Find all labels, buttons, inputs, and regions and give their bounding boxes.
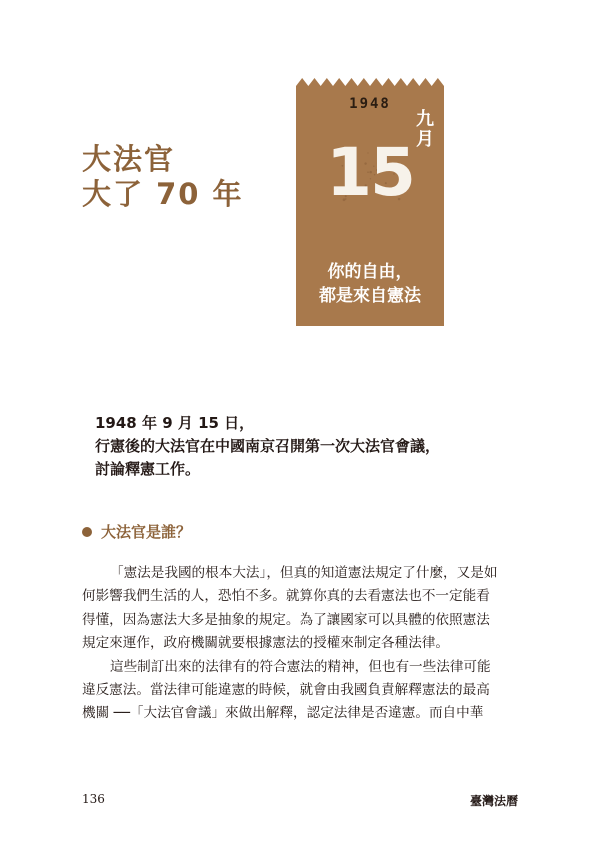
body-line: 得懂，因為憲法大多是抽象的規定。為了讓國家可以具體的依照憲法 <box>82 611 490 628</box>
body-line: 機關 ──「大法官會議」來做出解釋，認定法律是否違憲。而自中華 <box>82 705 484 722</box>
section-title: 大法官是誰？ <box>101 523 192 541</box>
tear-off-calendar <box>296 76 444 326</box>
calendar-year: 1948 <box>349 96 391 112</box>
calendar-motto-line-2: 都是來自憲法 <box>319 286 421 306</box>
calendar-day: 15 <box>326 134 414 211</box>
page-number: 136 <box>82 792 105 806</box>
calendar-motto <box>296 260 444 308</box>
title-line-2: 大了 70 年 <box>82 177 244 211</box>
lead-line: 1948 年 9 月 15 日， <box>95 414 255 432</box>
body-line: 規定來運作，政府機關就要根據憲法的授權來制定各種法律。 <box>82 635 450 652</box>
lead-line: 行憲後的大法官在中國南京召開第一次大法官會議， <box>95 437 441 455</box>
lead-line: 討論釋憲工作。 <box>95 460 201 478</box>
body-line: 「憲法是我國的根本大法」，但真的知道憲法規定了什麼，又是如 <box>110 565 498 581</box>
bullet-dot-icon <box>82 527 92 537</box>
lead-paragraph <box>95 412 525 481</box>
body-line: 違反憲法。當法律可能違憲的時候，就會由我國負責解釋憲法的最高 <box>82 682 490 699</box>
page-title <box>82 142 244 212</box>
section-heading <box>82 521 191 542</box>
body-line: 何影響我們生活的人，恐怕不多。就算你真的去看憲法也不一定能看 <box>82 588 490 605</box>
body-text <box>82 562 518 726</box>
body-line: 這些制訂出來的法律有的符合憲法的精神，但也有一些法律可能 <box>110 658 491 675</box>
calendar-motto-line-1: 你的自由， <box>327 262 413 282</box>
running-title: 臺灣法曆 <box>469 794 518 808</box>
title-line-1: 大法官 <box>82 142 176 176</box>
calendar-month: 九月 <box>416 109 434 150</box>
